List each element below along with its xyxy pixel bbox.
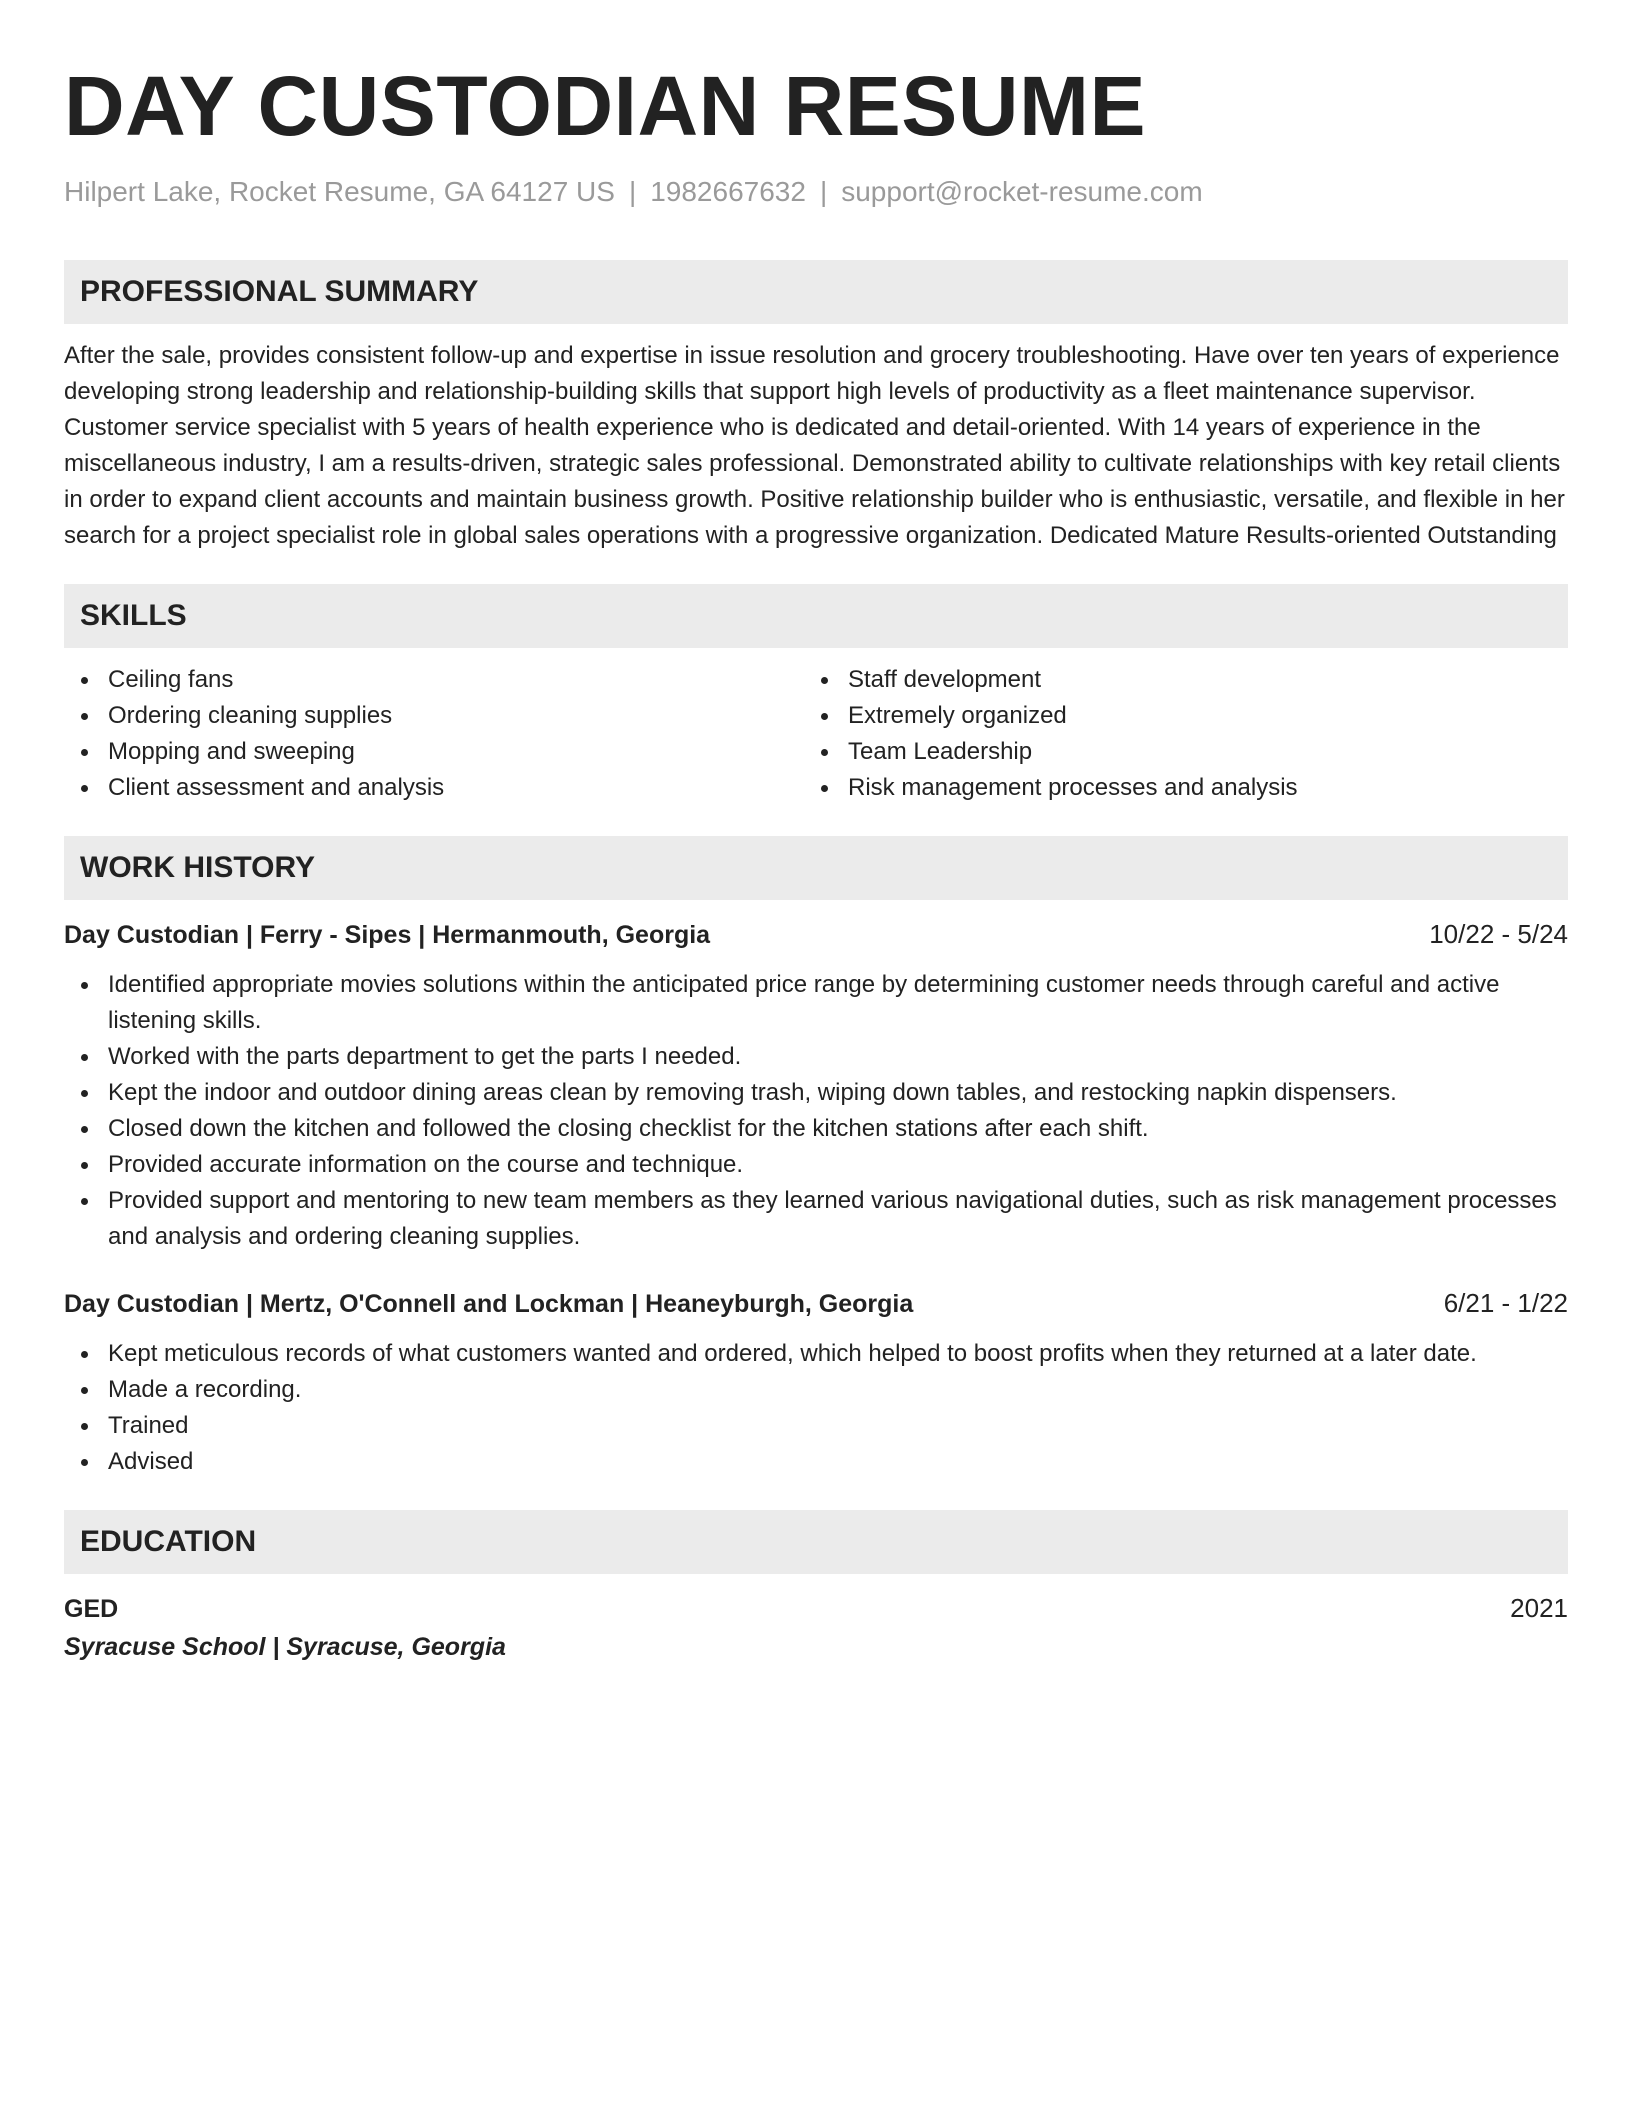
skill-item: Team Leadership	[804, 734, 1544, 770]
job-title-row	[64, 1285, 1568, 1322]
skill-item: Ordering cleaning supplies	[64, 698, 804, 734]
contact-separator: |	[819, 176, 828, 207]
job-duty-item: Kept the indoor and outdoor dining areas clean by removing trash, wiping down tables, and restocking napkin dispensers.	[64, 1075, 1568, 1111]
bullet-icon	[81, 1351, 88, 1358]
bullet-icon	[821, 677, 828, 684]
job-entry	[64, 916, 1568, 1255]
job-duty-item: Trained	[64, 1408, 1568, 1444]
bullet-icon	[81, 785, 88, 792]
skill-item: Mopping and sweeping	[64, 734, 804, 770]
bullet-icon	[81, 1162, 88, 1169]
bullet-icon	[81, 1459, 88, 1466]
job-title: Day Custodian | Ferry - Sipes | Hermanmouth, Georgia	[64, 921, 711, 949]
job-dates: 10/22 - 5/24	[1429, 919, 1568, 949]
job-dates: 6/21 - 1/22	[1443, 1288, 1568, 1318]
education-row	[64, 1590, 1568, 1627]
bullet-icon	[81, 749, 88, 756]
section-header-summary: PROFESSIONAL SUMMARY	[64, 260, 1568, 324]
bullet-icon	[81, 1387, 88, 1394]
skill-item: Ceiling fans	[64, 662, 804, 698]
degree: GED	[64, 1595, 119, 1623]
skill-item: Extremely organized	[804, 698, 1544, 734]
bullet-icon	[81, 1126, 88, 1133]
skills-column-left	[64, 662, 804, 806]
job-duty-item: Provided support and mentoring to new team members as they learned various navigational duties, such as risk management processes and analysis and ordering cleaning supplies.	[64, 1183, 1568, 1255]
resume-title: DAY CUSTODIAN RESUME	[64, 59, 1146, 153]
bullet-icon	[81, 677, 88, 684]
summary-text: After the sale, provides consistent follow-up and expertise in issue resolution and grocery troubleshooting. Have over ten years of experience developing strong leadership and relationship-building skills that support high levels of productivity as a fleet maintenance supervisor. Customer service specialist with 5 years of health experience who is dedicated and detail-oriented. With 14 years of experience in the miscellaneous industry, I am a results-driven, strategic sales professional. Demonstrated ability to cultivate relationships with key retail clients in order to expand client accounts and maintain business growth. Positive relationship builder who is enthusiastic, versatile, and flexible in her search for a project specialist role in global sales operations with a progressive organization. Dedicated Mature Results-oriented Outstanding	[64, 342, 1565, 549]
bullet-icon	[81, 982, 88, 989]
school: Syracuse School | Syracuse, Georgia	[64, 1633, 506, 1661]
job-duty-item: Made a recording.	[64, 1372, 1568, 1408]
job-duty-item: Closed down the kitchen and followed the closing checklist for the kitchen stations after each shift.	[64, 1111, 1568, 1147]
contact-address: Hilpert Lake, Rocket Resume, GA 64127 US	[64, 176, 615, 207]
job-duty-item: Advised	[64, 1444, 1568, 1480]
bullet-icon	[81, 1090, 88, 1097]
bullet-icon	[81, 1423, 88, 1430]
bullet-icon	[81, 713, 88, 720]
education-entry	[64, 1590, 1568, 1667]
bullet-icon	[821, 713, 828, 720]
job-duty-item: Worked with the parts department to get the parts I needed.	[64, 1039, 1568, 1075]
skills-list	[64, 662, 1568, 806]
contact-phone: 1982667632	[650, 176, 806, 207]
education-year: 2021	[1510, 1593, 1568, 1623]
contact-separator: |	[628, 176, 637, 207]
section-header-education: EDUCATION	[64, 1510, 1568, 1574]
job-duty-item: Provided accurate information on the course and technique.	[64, 1147, 1568, 1183]
job-duty-item: Identified appropriate movies solutions within the anticipated price range by determining customer needs through careful and active listening skills.	[64, 967, 1568, 1039]
job-duty-item: Kept meticulous records of what customers wanted and ordered, which helped to boost profits when they returned at a later date.	[64, 1336, 1568, 1372]
skill-item: Client assessment and analysis	[64, 770, 804, 806]
contact-line	[64, 174, 1568, 210]
bullet-icon	[81, 1054, 88, 1061]
job-duties	[64, 1336, 1568, 1480]
job-entry	[64, 1285, 1568, 1480]
section-header-skills: SKILLS	[64, 584, 1568, 648]
section-header-work-history: WORK HISTORY	[64, 836, 1568, 900]
bullet-icon	[821, 749, 828, 756]
bullet-icon	[81, 1198, 88, 1205]
skill-item: Staff development	[804, 662, 1544, 698]
job-duties	[64, 967, 1568, 1255]
job-title: Day Custodian | Mertz, O'Connell and Lockman | Heaneyburgh, Georgia	[64, 1290, 914, 1318]
bullet-icon	[821, 785, 828, 792]
job-title-row	[64, 916, 1568, 953]
contact-email: support@rocket-resume.com	[841, 176, 1203, 207]
skills-column-right	[804, 662, 1544, 806]
skill-item: Risk management processes and analysis	[804, 770, 1544, 806]
